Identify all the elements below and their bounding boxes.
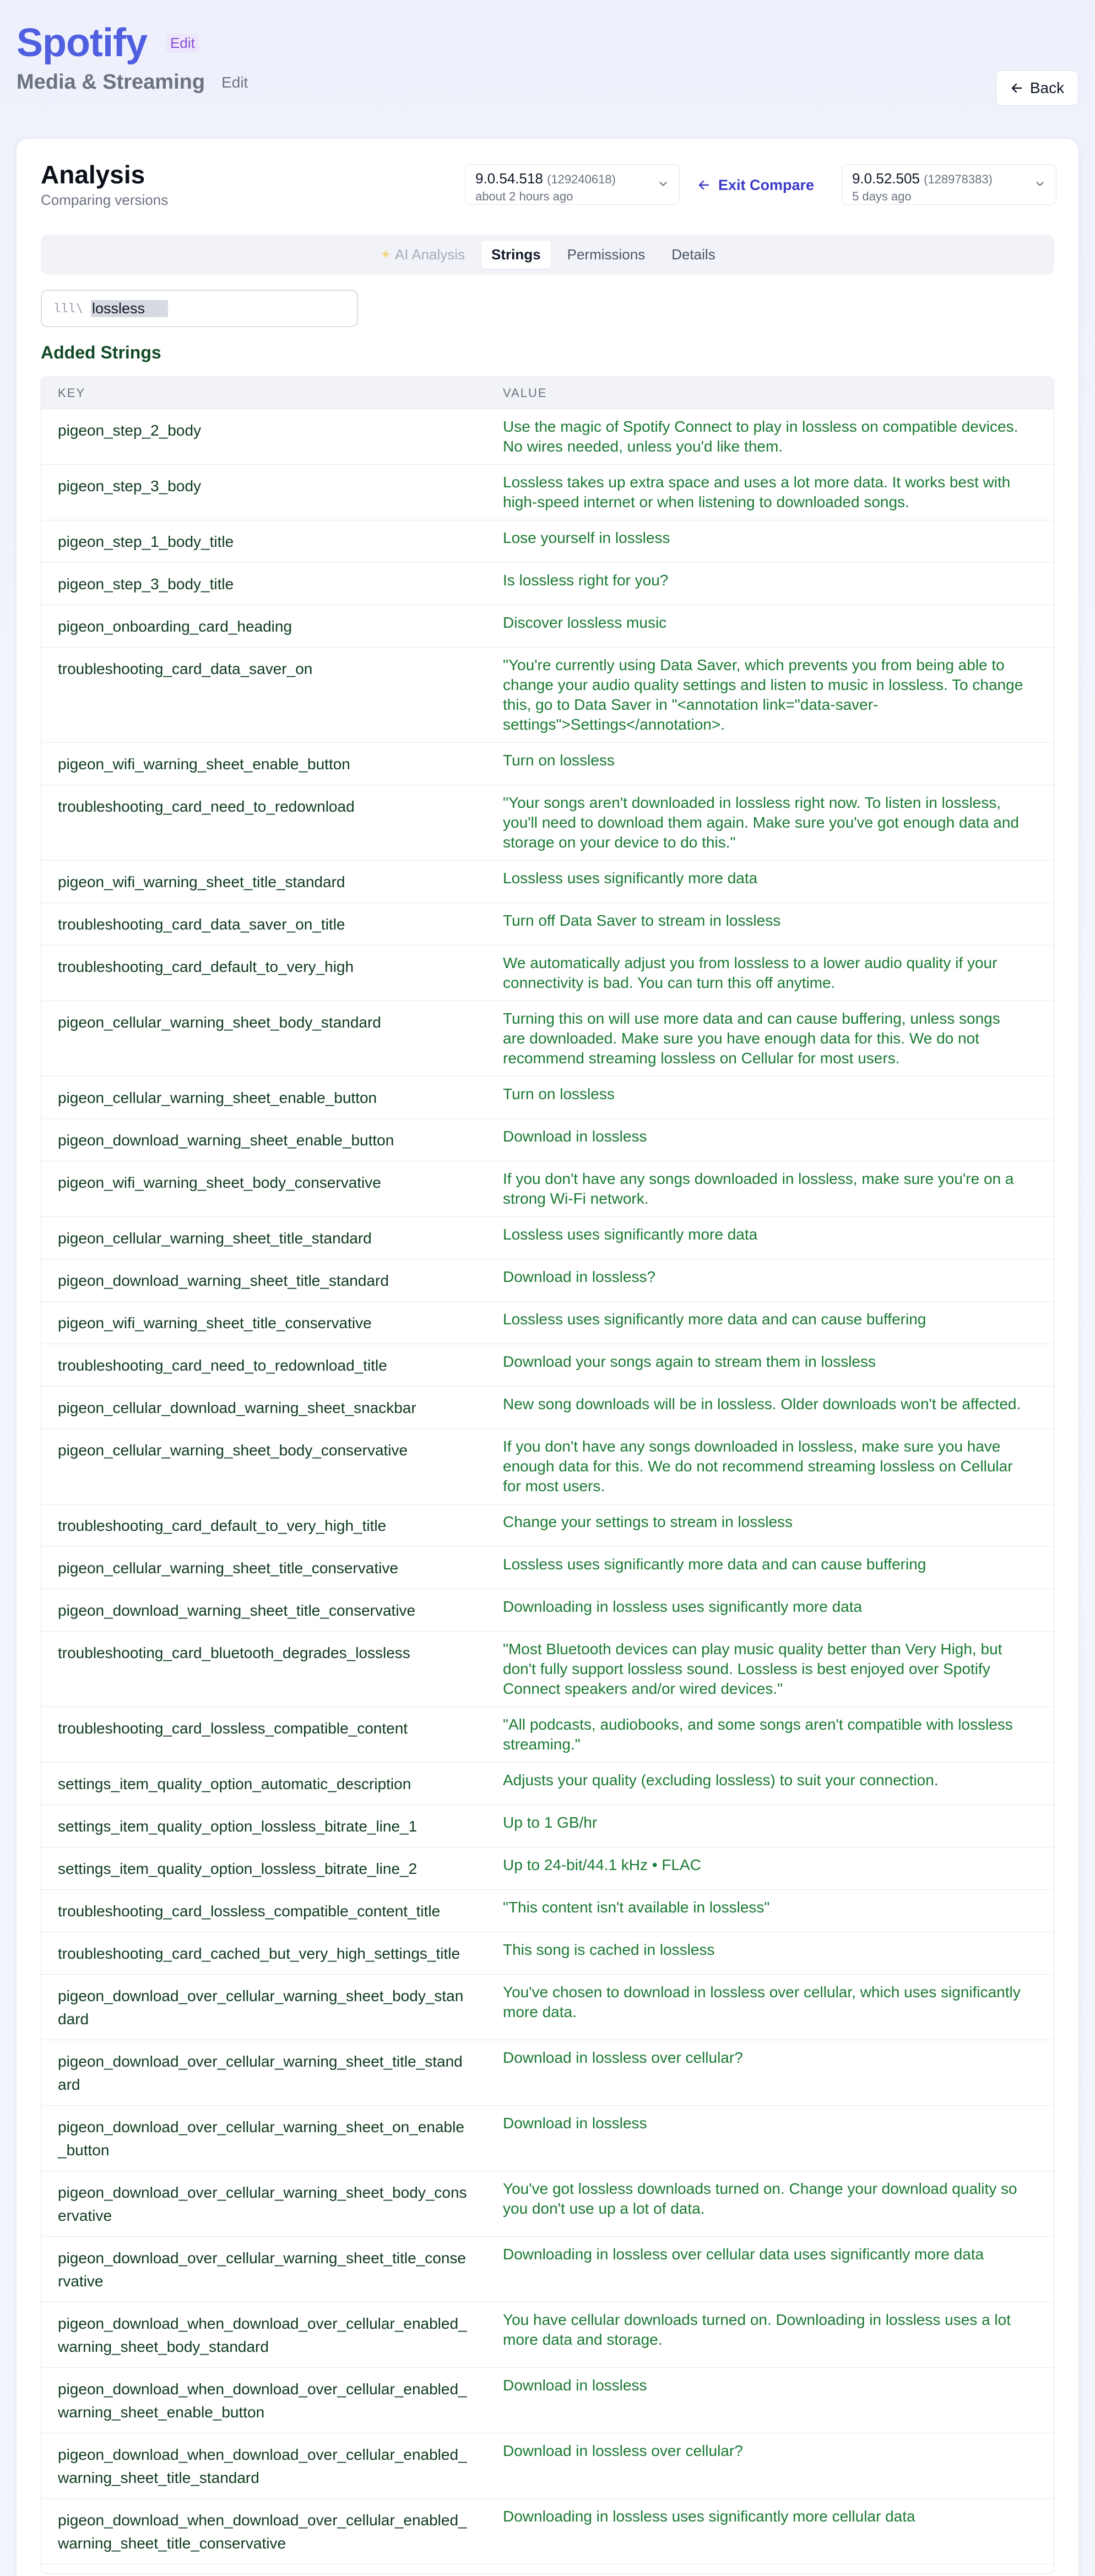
string-value: Discover lossless music xyxy=(503,614,667,631)
string-value: If you don't have any songs downloaded in lossless, make sure you're on a strong Wi-Fi network. xyxy=(503,1170,1014,1207)
table-row xyxy=(41,1707,1054,1763)
base-version-select[interactable] xyxy=(465,164,680,205)
search-input[interactable] xyxy=(91,300,168,317)
string-key: settings_item_quality_option_lossless_bitrate_line_1 xyxy=(58,1818,418,1835)
string-key: pigeon_wifi_warning_sheet_body_conservative xyxy=(58,1174,381,1191)
string-value: Lossless uses significantly more data xyxy=(503,1226,758,1243)
table-row xyxy=(41,1847,1054,1890)
table-row xyxy=(41,1217,1054,1259)
string-value: Downloading in lossless uses significantly more data xyxy=(503,1598,863,1615)
table-row xyxy=(41,2237,1054,2302)
table-row xyxy=(41,945,1054,1001)
string-key: pigeon_download_warning_sheet_title_standard xyxy=(58,1272,389,1289)
string-key: troubleshooting_card_need_to_redownload xyxy=(58,798,355,815)
string-key: troubleshooting_card_bluetooth_degrades_lossless xyxy=(58,1644,410,1661)
string-key: troubleshooting_card_default_to_very_high_title xyxy=(58,1517,387,1534)
app-header xyxy=(17,21,1078,109)
table-row xyxy=(41,1805,1054,1847)
string-key: pigeon_download_over_cellular_warning_sheet_body_standard xyxy=(58,1987,464,2028)
tab-ai-analysis[interactable] xyxy=(370,241,475,269)
table-row xyxy=(41,1932,1054,1975)
string-value: Turning this on will use more data and can cause buffering, unless songs are downloaded. Make sure you have enough data for this. We do not recommend streaming lossless on Cellular for most users. xyxy=(503,1010,1000,1067)
string-value: You have cellular downloads turned on. Downloading in lossless uses a lot more data and storage. xyxy=(503,2311,1011,2348)
string-value: Download in lossless over cellular? xyxy=(503,2442,743,2459)
tabs-bar xyxy=(41,235,1054,274)
string-value: Downloading in lossless uses significantly more cellular data xyxy=(503,2508,915,2525)
search-box[interactable] xyxy=(41,290,358,327)
string-value: Download in lossless over cellular? xyxy=(503,2049,743,2066)
string-key: pigeon_cellular_download_warning_sheet_snackbar xyxy=(58,1399,416,1416)
table-row xyxy=(41,2302,1054,2368)
exit-compare-label: Exit Compare xyxy=(718,176,815,193)
arrow-left-icon xyxy=(1010,81,1023,95)
table-row xyxy=(41,2040,1054,2106)
category-row xyxy=(17,70,1078,94)
string-key: pigeon_cellular_warning_sheet_enable_button xyxy=(58,1089,377,1106)
base-version-line xyxy=(475,170,669,187)
string-key: settings_item_quality_option_automatic_description xyxy=(58,1775,411,1792)
table-row xyxy=(41,2499,1054,2564)
string-value: Lossless uses significantly more data xyxy=(503,869,758,887)
string-key: pigeon_cellular_warning_sheet_title_standard xyxy=(58,1230,372,1247)
base-version-time: about 2 hours ago xyxy=(475,189,573,203)
compare-version-line xyxy=(852,170,1046,187)
string-key: pigeon_download_when_download_over_cellular_enabled_warning_sheet_body_standard xyxy=(58,2315,467,2355)
category-label: Media & Streaming xyxy=(17,70,205,94)
string-key: pigeon_download_when_download_over_cellular_enabled_warning_sheet_title_conservative xyxy=(58,2512,467,2552)
chevron-down-icon xyxy=(1034,178,1046,190)
string-key: pigeon_cellular_warning_sheet_body_conservative xyxy=(58,1442,408,1459)
table-row xyxy=(41,465,1054,520)
string-value: Download in lossless xyxy=(503,2115,647,2132)
string-value: You've got lossless downloads turned on. Change your download quality so you don't use up a lot of data. xyxy=(503,2180,1017,2217)
table-row xyxy=(41,1259,1054,1302)
string-key: pigeon_download_over_cellular_warning_sheet_title_standard xyxy=(58,2053,463,2093)
string-value: "Most Bluetooth devices can play music quality better than Very High, but don't fully support lossless sound. Lossless is best enjoyed over Spotify Connect speakers and/or wired devices." xyxy=(503,1640,1002,1697)
table-row xyxy=(41,1975,1054,2040)
table-row xyxy=(41,1504,1054,1547)
filter-icon: lll\ xyxy=(54,301,83,316)
brand-row xyxy=(17,21,1078,65)
string-key: pigeon_onboarding_card_heading xyxy=(58,618,292,635)
string-value: "Your songs aren't downloaded in lossless right now. To listen in lossless, you'll need to download them again. Make sure you've got enough data and storage on your device to do this." xyxy=(503,794,1019,851)
string-value: Lossless uses significantly more data and can cause buffering xyxy=(503,1556,926,1573)
table-row xyxy=(41,1344,1054,1387)
string-value: New song downloads will be in lossless. Older downloads won't be affected. xyxy=(503,1395,1021,1412)
string-value: "All podcasts, audiobooks, and some songs aren't compatible with lossless streaming." xyxy=(503,1716,1013,1753)
string-key: pigeon_download_over_cellular_warning_sheet_title_conservative xyxy=(58,2249,466,2290)
table-row xyxy=(41,1890,1054,1932)
string-key: pigeon_step_3_body_title xyxy=(58,575,234,593)
edit-category-button[interactable]: Edit xyxy=(221,73,248,91)
compare-version-build: (128978383) xyxy=(924,172,993,186)
sparkle-icon: ✦ xyxy=(380,246,395,263)
string-value: "You're currently using Data Saver, which prevents you from being able to change your audio quality settings and listen to music in lossless. To change this, go to Data Saver in "<annotation link="data-saver-settings">Settings</annotation>. xyxy=(503,656,1023,733)
string-key: troubleshooting_card_default_to_very_high xyxy=(58,958,354,975)
string-key: settings_item_quality_option_lossless_bitrate_line_2 xyxy=(58,1860,418,1877)
table-row xyxy=(41,648,1054,743)
string-key: pigeon_download_over_cellular_warning_sheet_on_enable_button xyxy=(58,2118,464,2159)
table-row xyxy=(41,1077,1054,1119)
string-value: Turn on lossless xyxy=(503,752,615,769)
app-title: Spotify xyxy=(17,21,147,65)
table-row xyxy=(41,1763,1054,1805)
base-version-build: (129240618) xyxy=(547,172,616,186)
table-row xyxy=(41,1161,1054,1217)
string-value: Turn on lossless xyxy=(503,1085,615,1102)
table-row xyxy=(41,1119,1054,1161)
table-body xyxy=(41,409,1054,2564)
string-value: You've chosen to download in lossless over cellular, which uses significantly more data. xyxy=(503,1983,1021,2020)
tab-strings[interactable]: Strings xyxy=(481,241,551,269)
string-key: pigeon_download_warning_sheet_title_conservative xyxy=(58,1602,416,1619)
back-button[interactable] xyxy=(996,70,1078,106)
string-value: Up to 1 GB/hr xyxy=(503,1814,598,1831)
chevron-down-icon xyxy=(657,178,669,190)
string-value: Download in lossless xyxy=(503,1128,647,1145)
string-value: "This content isn't available in lossless" xyxy=(503,1899,770,1916)
string-key: troubleshooting_card_lossless_compatible_content_title xyxy=(58,1903,441,1920)
table-row xyxy=(41,785,1054,861)
tab-permissions[interactable]: Permissions xyxy=(567,246,646,263)
back-label: Back xyxy=(1029,79,1065,96)
table-row xyxy=(41,1632,1054,1707)
compare-version-select[interactable] xyxy=(842,164,1056,205)
string-value: Lossless takes up extra space and uses a lot more data. It works best with high-speed internet or when listening to downloaded songs. xyxy=(503,474,1011,510)
string-key: pigeon_download_when_download_over_cellular_enabled_warning_sheet_title_standard xyxy=(58,2446,467,2486)
string-key: troubleshooting_card_data_saver_on xyxy=(58,660,313,677)
compare-version-number: 9.0.52.505 xyxy=(852,170,920,187)
string-key: pigeon_step_1_body_title xyxy=(58,533,234,550)
string-key: troubleshooting_card_data_saver_on_title xyxy=(58,916,345,933)
string-value: Lossless uses significantly more data and can cause buffering xyxy=(503,1311,926,1328)
string-key: troubleshooting_card_lossless_compatible_content xyxy=(58,1720,408,1737)
string-value: Download in lossless xyxy=(503,2377,647,2394)
exit-compare-button[interactable] xyxy=(697,173,814,197)
string-value: If you don't have any songs downloaded in lossless, make sure you have enough data for this. We do not recommend streaming lossless on Cellular for most users. xyxy=(503,1438,1013,1494)
string-value: Lose yourself in lossless xyxy=(503,529,670,546)
string-key: pigeon_cellular_warning_sheet_body_standard xyxy=(58,1014,381,1031)
table-row xyxy=(41,409,1054,465)
string-key: troubleshooting_card_need_to_redownload_title xyxy=(58,1357,387,1374)
string-value: Turn off Data Saver to stream in lossless xyxy=(503,912,781,929)
table-row xyxy=(41,2433,1054,2499)
analysis-card xyxy=(17,139,1078,2576)
string-value: Downloading in lossless over cellular data uses significantly more data xyxy=(503,2246,984,2263)
string-key: troubleshooting_card_cached_but_very_high_settings_title xyxy=(58,1945,460,1962)
string-value: We automatically adjust you from lossless to a lower audio quality if your connectivity is bad. You can turn this off anytime. xyxy=(503,954,998,991)
string-value: This song is cached in lossless xyxy=(503,1941,715,1958)
column-header-key: KEY xyxy=(58,385,86,400)
string-key: pigeon_wifi_warning_sheet_title_standard xyxy=(58,873,345,890)
string-key: pigeon_download_when_download_over_cellular_enabled_warning_sheet_enable_button xyxy=(58,2381,467,2421)
table-row xyxy=(41,743,1054,785)
column-header-value: VALUE xyxy=(503,385,548,400)
table-row xyxy=(41,2171,1054,2237)
table-row xyxy=(41,1001,1054,1077)
string-value: Use the magic of Spotify Connect to play in lossless on compatible devices. No wires needed, unless you'd like them. xyxy=(503,418,1018,455)
table-row xyxy=(41,861,1054,903)
table-row xyxy=(41,2368,1054,2433)
string-value: Download in lossless? xyxy=(503,1268,656,1285)
string-key: pigeon_step_3_body xyxy=(58,477,202,494)
analysis-title: Analysis xyxy=(41,160,145,189)
base-version-number: 9.0.54.518 xyxy=(475,170,543,187)
strings-table xyxy=(41,377,1054,2574)
string-value: Is lossless right for you? xyxy=(503,572,669,589)
string-value: Change your settings to stream in lossless xyxy=(503,1513,793,1530)
edit-app-button[interactable]: Edit xyxy=(166,34,199,53)
string-value: Download your songs again to stream them in lossless xyxy=(503,1353,876,1370)
table-row xyxy=(41,520,1054,563)
table-row xyxy=(41,1547,1054,1589)
string-value: Up to 24-bit/44.1 kHz • FLAC xyxy=(503,1856,701,1873)
string-key: pigeon_download_over_cellular_warning_sheet_body_conservative xyxy=(58,2184,467,2224)
tab-ai-analysis-label: AI Analysis xyxy=(394,246,465,263)
section-title: Added Strings xyxy=(41,343,161,362)
table-row xyxy=(41,903,1054,945)
string-key: pigeon_wifi_warning_sheet_title_conservative xyxy=(58,1314,372,1332)
table-header xyxy=(41,377,1054,409)
compare-version-time: 5 days ago xyxy=(852,189,912,203)
table-row xyxy=(41,2106,1054,2171)
string-key: pigeon_wifi_warning_sheet_enable_button xyxy=(58,756,350,773)
string-key: pigeon_download_warning_sheet_enable_button xyxy=(58,1132,394,1149)
table-row xyxy=(41,563,1054,605)
tab-details[interactable]: Details xyxy=(671,246,715,263)
arrow-left-icon xyxy=(697,178,711,192)
string-key: pigeon_step_2_body xyxy=(58,422,202,439)
analysis-subtitle: Comparing versions xyxy=(41,192,169,208)
table-row xyxy=(41,605,1054,648)
string-value: Adjusts your quality (excluding lossless) to suit your connection. xyxy=(503,1771,939,1789)
table-row xyxy=(41,1387,1054,1429)
table-row xyxy=(41,1589,1054,1632)
table-row xyxy=(41,1429,1054,1504)
table-row xyxy=(41,1302,1054,1344)
string-key: pigeon_cellular_warning_sheet_title_conservative xyxy=(58,1559,398,1577)
